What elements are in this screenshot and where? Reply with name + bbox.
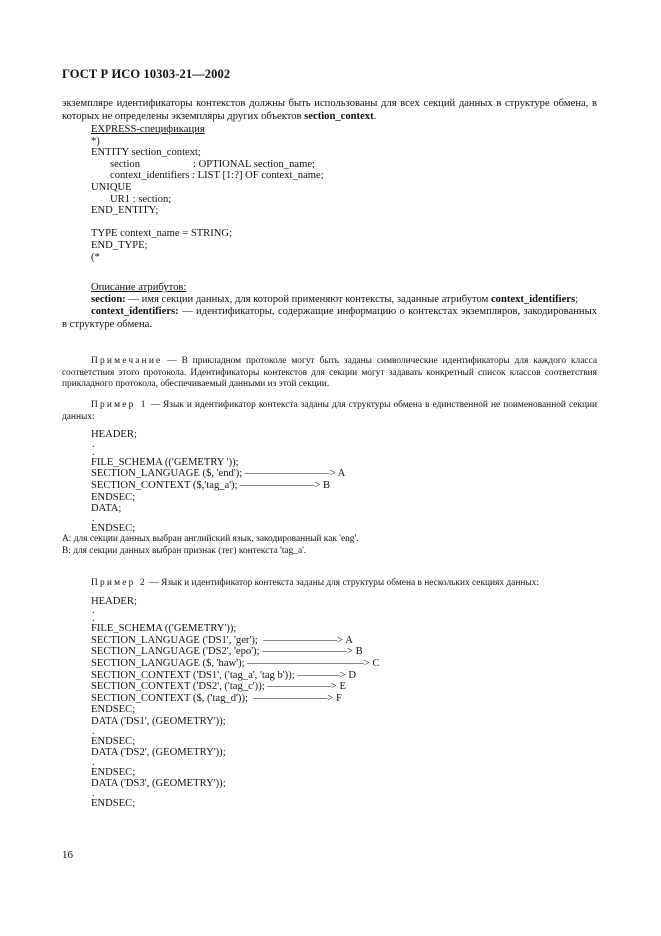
ex1-notes — [62, 534, 597, 557]
code-line: ENTITY section_context; — [91, 147, 201, 159]
express-heading: EXPRESS-спецификация — [91, 124, 205, 135]
code-line: SECTION_LANGUAGE ('DS1', 'ger'); ———————> A — [91, 634, 353, 646]
code-line: ENDSEC; — [91, 766, 136, 778]
attr-context: context_identifiers: — идентификаторы, содержащие информацию о контекстах экземпляров, закодированных в структуре обмена. — [62, 306, 597, 330]
code-line: DATA ('DS1', (GEOMETRY')); — [91, 715, 226, 727]
code-line: (* — [91, 251, 100, 263]
code-line: END_TYPE; — [91, 239, 148, 251]
code-line: UR1 : section; — [110, 193, 172, 205]
code-line: section : OPTIONAL section_name; — [110, 158, 315, 170]
code-line: FILE_SCHEMA (('GEMETRY ')); — [91, 456, 239, 468]
footnote-line: A: для секции данных выбран английский язык, закодированный как 'eng'. — [62, 534, 359, 545]
ex1-label: Пример 1 — [91, 400, 148, 410]
code-line: HEADER; — [91, 429, 137, 441]
code-line: END_ENTITY; — [91, 205, 159, 217]
code-line: UNIQUE — [91, 181, 132, 193]
code-line: ENDSEC; — [91, 797, 136, 809]
document-header: ГОСТ Р ИСО 10303-21—2002 — [62, 67, 231, 81]
example-1: Пример 1 — Язык и идентификатор контекста заданы для структуры обмена в единственной не поименованной секции данных: HEADER; . . FILE_SCHEMA (('GEMETRY ')); SECTION_LANGUAGE ($, 'end'); ————————> A SECTION_CONTEXT ($,'tag_a'); ———————> B ENDSEC; DATA; . ENDSEC; A: для секции данных выбран английский язык, закодированный как 'eng'. B: для секции данных выбран признак (тег) контекста 'tag_a'. — [62, 400, 598, 556]
code-line: SECTION_CONTEXT ($, ('tag_d')); ———————> F — [91, 692, 342, 704]
footnote-line: B: для секции данных выбран признак (тег) контекста 'tag_a'. — [62, 545, 307, 556]
ex2-code — [62, 596, 597, 810]
code-line: SECTION_LANGUAGE ($, 'end'); ————————> A — [91, 468, 346, 480]
code-line: . — [92, 438, 95, 450]
code-line: SECTION_LANGUAGE ($, 'haw'); ———————————> C — [91, 657, 380, 669]
code-line: . — [92, 787, 95, 799]
code-line: TYPE context_name = STRING; — [91, 228, 233, 240]
code-line: . — [92, 756, 95, 768]
code-line: FILE_SCHEMA (('GEMETRY')); — [91, 623, 237, 635]
code-line: SECTION_CONTEXT ($,'tag_a'); ———————> B — [91, 479, 331, 491]
code-line: *) — [91, 135, 100, 147]
code-line: context_identifiers : LIST [1:?] OF context_name; — [110, 170, 324, 182]
attr-heading: Описание атрибутов: — [91, 282, 187, 293]
express-specification — [62, 124, 597, 263]
code-line: . — [92, 605, 95, 617]
page-number: 16 — [62, 849, 73, 861]
note: Примечание — В прикладном протоколе могут быть заданы символические идентификаторы для каждого класса соответствия этого протокола. Идентификаторы контекстов для секции могут задавать конкретный список классов соответствия прикладного протокола, обеспечиваемый данными из этой секции. — [62, 356, 597, 390]
code-line: . — [92, 446, 95, 458]
attr-section: section: — имя секции данных, для которой применяют контексты, заданные атрибутом context_identifiers; — [91, 293, 579, 305]
ex1-code — [62, 429, 597, 534]
code-line — [62, 217, 597, 229]
code-line: ENDSEC; — [91, 735, 136, 747]
code-line: DATA ('DS2', (GEOMETRY')); — [91, 747, 226, 759]
code-line: ENDSEC; — [91, 704, 136, 716]
express-code — [62, 136, 597, 264]
example-2: Пример 2 — Язык и идентификатор контекста заданы для структуры обмена в нескольких секциях данных: HEADER; . . FILE_SCHEMA (('GEMETRY')); SECTION_LANGUAGE ('DS1', 'ger'); ———————> A SECTION_LANGUAGE ('DS2', 'epo'); ————————> B SECTION_LANGUAGE ($, 'haw'); ———————————> C SECTION_CONTEXT ('DS1', ('tag_a', 'tag b')); ————> D SECTION_CONTEXT ('DS2', ('tag_c')); ——————> E SECTION_CONTEXT ($, ('tag_d')); ———————> F ENDSEC; DATA ('DS1', (GEOMETRY')); . ENDSEC; DATA ('DS2', (GEOMETRY')); . ENDSEC; DATA ('DS3', (GEOMETRY')); . ENDSEC; — [62, 578, 597, 810]
code-line: . — [92, 725, 95, 737]
ex2-label: Пример 2 — [91, 578, 147, 588]
code-line: HEADER; — [91, 595, 137, 607]
note-label: Примечание — [91, 356, 163, 366]
code-line: . — [92, 512, 95, 524]
code-line: DATA; — [91, 503, 122, 515]
code-line: . — [92, 613, 95, 625]
attribute-description — [62, 282, 597, 331]
code-line: DATA ('DS3', (GEOMETRY')); — [91, 778, 226, 790]
code-line: SECTION_CONTEXT ('DS2', ('tag_c')); ——————> E — [91, 681, 346, 693]
code-line: SECTION_CONTEXT ('DS1', ('tag_a', 'tag b')); ————> D — [91, 669, 356, 681]
code-line: ENDSEC; — [91, 522, 136, 534]
code-line: ENDSEC; — [91, 491, 136, 503]
intro-paragraph: экземпляре идентификаторы контекстов должны быть использованы для всех секций данных в структуре обмена, в которых не определены экземпляры других объектов section_context. — [62, 98, 597, 122]
code-line: SECTION_LANGUAGE ('DS2', 'epo'); ————————> B — [91, 646, 363, 658]
